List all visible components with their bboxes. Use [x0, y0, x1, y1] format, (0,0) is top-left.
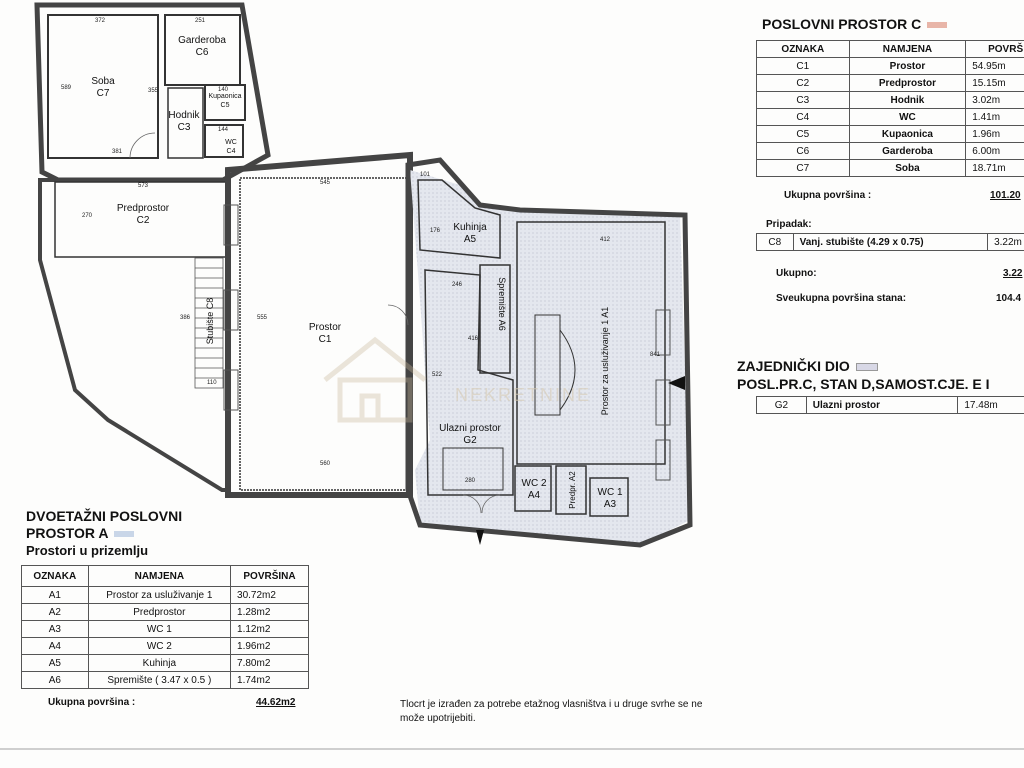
table-a-header-row: [22, 566, 309, 587]
label-soba-name: Soba: [91, 76, 115, 87]
page-edge: [0, 748, 1024, 750]
cell: Kuhinja: [88, 655, 230, 672]
cell: 30.72m2: [231, 587, 309, 604]
table-row: [757, 397, 1024, 414]
dim-573: 573: [138, 183, 149, 189]
cell: 18.71m: [966, 160, 1024, 177]
label-wc2: [517, 478, 551, 502]
cell: 1.12m2: [231, 621, 309, 638]
label-ulazni: [435, 423, 505, 447]
cell: A6: [22, 672, 89, 689]
cell: 17.48m: [958, 397, 1024, 414]
table-g-title-2: POSL.PR.C, STAN D,SAMOST.CJE. E I: [737, 376, 990, 392]
label-hodnik-code: C3: [177, 122, 191, 133]
dim-412: 412: [600, 237, 611, 243]
table-c-pripadak-label: Pripadak:: [766, 219, 812, 230]
label-wc2-code: A4: [527, 490, 541, 501]
note-line-2: može upotrijebiti.: [400, 713, 476, 724]
dim-416: 416: [468, 336, 479, 342]
dim-386: 386: [180, 315, 191, 321]
table-a-swatch: [114, 531, 134, 537]
table-c-total-label: Ukupna površina :: [784, 190, 872, 201]
cell: 1.96m2: [231, 638, 309, 655]
dim-841: 841: [650, 352, 661, 358]
table-c8: [756, 233, 1024, 251]
table-row: [757, 92, 1024, 109]
label-wc-c4: [218, 138, 244, 156]
cell: 7.80m2: [231, 655, 309, 672]
dim-545: 545: [320, 180, 331, 186]
label-stubiste-name: Stubište: [205, 311, 215, 345]
cell: C4: [757, 109, 850, 126]
dim-589: 589: [61, 85, 72, 91]
dim-246: 246: [452, 282, 463, 288]
dim-381: 381: [112, 149, 123, 155]
cell: Predprostor: [88, 604, 230, 621]
label-kuhinja-name: Kuhinja: [453, 222, 487, 233]
table-g-title-1: [737, 358, 878, 374]
cell: Kupaonica: [849, 126, 966, 143]
label-spremiste: [496, 274, 508, 334]
cell: 15.15m: [966, 75, 1024, 92]
cell: 54.95m: [966, 58, 1024, 75]
label-predprostor: [108, 203, 178, 227]
table-c-ukupno-label: Ukupno:: [776, 268, 817, 279]
label-kupaonica: [202, 92, 248, 110]
cell: C8: [757, 234, 794, 251]
cell: G2: [757, 397, 807, 414]
cell: A4: [22, 638, 89, 655]
table-a-subtitle: Prostori u prizemlju: [26, 543, 149, 558]
cell: 1.74m2: [231, 672, 309, 689]
table-row: [757, 143, 1024, 160]
label-predpr-code: A2: [568, 471, 577, 482]
label-kuhinja-code: A5: [463, 234, 477, 245]
label-ulazni-code: G2: [463, 435, 477, 446]
cell: Vanj. stubište (4.29 x 0.75): [793, 234, 987, 251]
dim-372: 372: [95, 18, 106, 24]
label-predpr-name: Predpr.: [568, 482, 577, 509]
cell: C6: [757, 143, 850, 160]
label-wc1: [592, 487, 628, 511]
table-a-header-use: NAMJENA: [88, 566, 230, 587]
dim-144: 144: [218, 127, 229, 133]
table-c-ukupno-value: 3.22: [1003, 268, 1023, 279]
table-a-title-2: [26, 525, 134, 541]
table-row: [757, 75, 1024, 92]
cell: Prostor: [849, 58, 966, 75]
cell: C2: [757, 75, 850, 92]
table-row: [757, 234, 1024, 251]
table-a-total-label: Ukupna površina :: [48, 697, 136, 708]
cell: 1.96m: [966, 126, 1024, 143]
label-prostor-a1-code: A1: [600, 306, 610, 318]
cell: Ulazni prostor: [806, 397, 958, 414]
cell: A5: [22, 655, 89, 672]
dim-176: 176: [430, 228, 441, 234]
cell: A1: [22, 587, 89, 604]
label-prostor-a1-name: Prostor za usluživanje 1: [600, 319, 610, 416]
cell: WC 2: [88, 638, 230, 655]
dim-355: 355: [148, 88, 159, 94]
table-a-header-code: OZNAKA: [22, 566, 89, 587]
table-a-total-value: 44.62m2: [256, 697, 296, 708]
label-soba-code: C7: [96, 88, 110, 99]
table-c-swatch: [927, 22, 947, 28]
cell: 3.02m: [966, 92, 1024, 109]
label-kupaonica-code: C5: [220, 102, 230, 109]
table-c-header-code: OZNAKA: [757, 41, 850, 58]
label-wc1-code: A3: [603, 499, 617, 510]
table-a-title-1: DVOETAŽNI POSLOVNI: [26, 508, 183, 524]
label-kupaonica-name: Kupaonica: [208, 93, 242, 100]
watermark-text: NEKRETNINE: [455, 385, 592, 405]
table-g: [756, 396, 1024, 414]
label-wc2-name: WC 2: [521, 478, 547, 489]
label-garderoba: [172, 35, 232, 59]
table-row: [22, 672, 309, 689]
label-prostor-c1: [300, 322, 350, 346]
label-wc-c4-name: WC: [225, 139, 237, 146]
dim-555: 555: [257, 315, 268, 321]
label-garderoba-name: Garderoba: [178, 35, 226, 46]
table-c-header-area: POVRŠ: [966, 41, 1024, 58]
note: [400, 698, 760, 726]
table-c-total-value: 101.20: [990, 190, 1021, 201]
dim-560: 560: [320, 461, 331, 467]
table-row: [22, 638, 309, 655]
label-garderoba-code: C6: [195, 47, 209, 58]
dim-110: 110: [207, 380, 217, 386]
cell: Hodnik: [849, 92, 966, 109]
label-prostor-c1-name: Prostor: [308, 322, 342, 333]
label-hodnik: [167, 110, 201, 134]
table-g-title-1-text: ZAJEDNIČKI DIO: [737, 358, 850, 374]
cell: Soba: [849, 160, 966, 177]
dim-101: 101: [420, 172, 431, 178]
table-c: [756, 40, 1024, 177]
table-row: [22, 655, 309, 672]
cell: C5: [757, 126, 850, 143]
label-predprostor-name: Predprostor: [116, 203, 170, 214]
label-soba: [78, 76, 128, 100]
cell: 6.00m: [966, 143, 1024, 160]
cell: C1: [757, 58, 850, 75]
label-predprostor-code: C2: [136, 215, 150, 226]
cell: 3.22m: [988, 234, 1024, 251]
table-row: [757, 58, 1024, 75]
table-c-title: [762, 16, 947, 32]
label-kuhinja: [445, 222, 495, 246]
label-stubiste-code: C8: [205, 297, 215, 310]
label-prostor-a1: [599, 301, 611, 421]
cell: Spremište ( 3.47 x 0.5 ): [88, 672, 230, 689]
cell: 1.28m2: [231, 604, 309, 621]
table-row: [22, 587, 309, 604]
note-line-1: Tlocrt je izrađen za potrebe etažnog vlasništva i u druge svrhe se ne: [400, 699, 703, 710]
label-predpr: [567, 470, 579, 510]
cell: 1.41m: [966, 109, 1024, 126]
table-g-swatch: [856, 363, 878, 371]
label-hodnik-name: Hodnik: [168, 110, 200, 121]
table-c-sveukupna-label: Sveukupna površina stana:: [776, 293, 907, 304]
dim-280: 280: [465, 478, 476, 484]
table-row: [22, 621, 309, 638]
table-c-sveukupna-value: 104.4: [996, 293, 1022, 304]
label-ulazni-name: Ulazni prostor: [439, 423, 501, 434]
cell: C7: [757, 160, 850, 177]
table-a-header-area: POVRŠINA: [231, 566, 309, 587]
dim-140: 140: [218, 87, 229, 93]
table-c-header-use: NAMJENA: [849, 41, 966, 58]
label-prostor-c1-code: C1: [318, 334, 332, 345]
table-a-title-2-text: PROSTOR A: [26, 525, 109, 541]
cell: Prostor za usluživanje 1: [88, 587, 230, 604]
cell: WC: [849, 109, 966, 126]
dim-270: 270: [82, 213, 93, 219]
cell: A3: [22, 621, 89, 638]
dim-522: 522: [432, 372, 443, 378]
table-c-title-text: POSLOVNI PROSTOR C: [762, 16, 922, 32]
cell: A2: [22, 604, 89, 621]
table-c-header-row: [757, 41, 1024, 58]
table-row: [22, 604, 309, 621]
table-a: [21, 565, 309, 689]
dim-251: 251: [195, 18, 206, 24]
label-spremiste-code: A6: [497, 319, 507, 331]
cell: Predprostor: [849, 75, 966, 92]
label-wc1-name: WC 1: [597, 487, 623, 498]
table-row: [757, 126, 1024, 143]
cell: WC 1: [88, 621, 230, 638]
label-spremiste-name: Spremište: [497, 277, 507, 318]
entrance-arrow-bottom-icon: [476, 530, 484, 545]
cell: Garderoba: [849, 143, 966, 160]
label-wc-c4-code: C4: [226, 148, 236, 155]
label-stubiste: [204, 296, 216, 346]
table-row: [757, 160, 1024, 177]
cell: C3: [757, 92, 850, 109]
table-row: [757, 109, 1024, 126]
